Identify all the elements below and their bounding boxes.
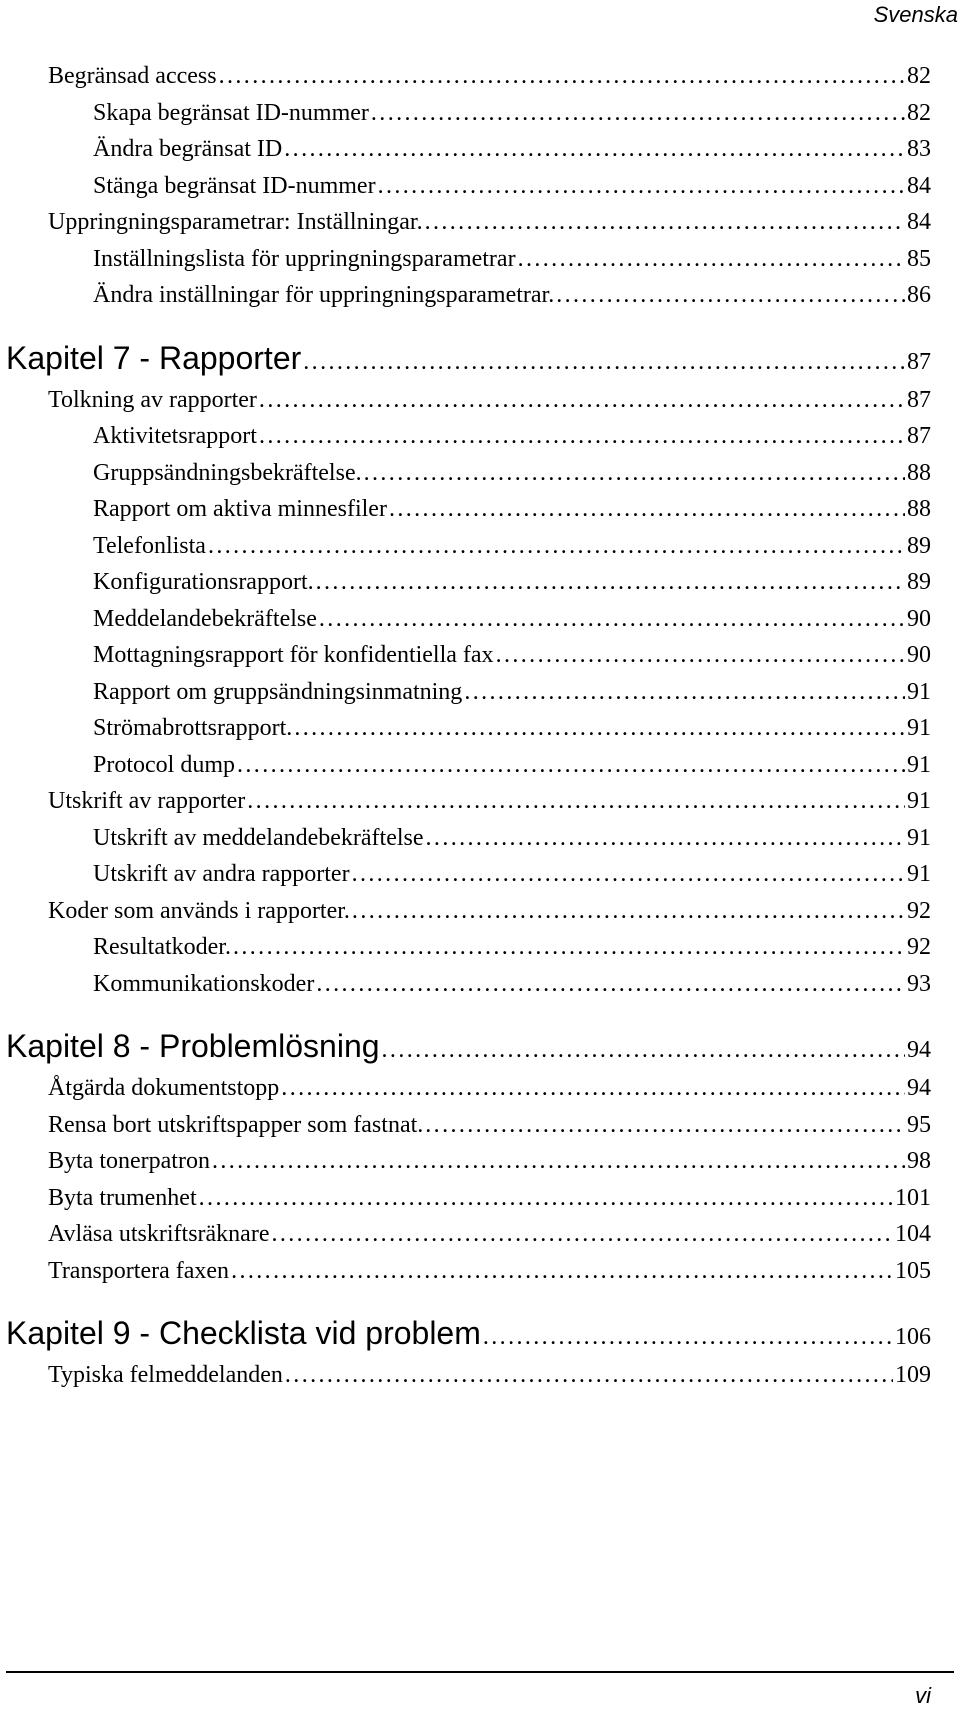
- toc-dot-leader: [303, 338, 905, 386]
- toc-dot-leader: [426, 820, 905, 857]
- toc-entry-page-number: 88: [907, 496, 931, 522]
- toc-entry[interactable]: [0, 277, 931, 314]
- toc-entry[interactable]: [0, 747, 931, 784]
- toc-entry-label: Tolkning av rapporter: [48, 386, 257, 413]
- toc-dot-leader: [316, 966, 905, 1003]
- toc-entry[interactable]: [0, 131, 931, 168]
- toc-dot-leader: [247, 783, 905, 820]
- toc-entry[interactable]: [0, 95, 931, 132]
- toc-entry-page-number: 91: [907, 715, 931, 741]
- toc-entry-page-number: 86: [907, 282, 931, 308]
- toc-dot-leader: [425, 204, 905, 241]
- toc-dot-leader: [219, 58, 905, 95]
- toc-entry[interactable]: [0, 1180, 931, 1217]
- toc-entry-label: Utskrift av andra rapporter: [93, 861, 350, 887]
- toc-entry-label: Kapitel 7 - Rapporter: [6, 339, 302, 376]
- toc-entry-page-number: 92: [907, 897, 931, 924]
- table-of-contents: [0, 58, 931, 1394]
- toc-entry[interactable]: [0, 58, 931, 95]
- toc-entry-page-number: 94: [907, 1037, 931, 1063]
- running-header-language: Svenska: [873, 2, 958, 27]
- footer-page-number: vi: [915, 1683, 931, 1708]
- toc-dot-leader: [464, 674, 905, 711]
- toc-entry-label: Aktivitetsrapport: [93, 423, 257, 449]
- toc-entry-label: Resultatkoder.: [93, 934, 231, 960]
- toc-entry-label: Byta trumenhet: [48, 1184, 197, 1211]
- toc-entry-label: Kapitel 9 - Checklista vid problem: [6, 1315, 481, 1351]
- toc-entry[interactable]: [0, 1070, 931, 1107]
- toc-entry-page-number: 82: [907, 99, 931, 126]
- toc-entry[interactable]: [0, 783, 931, 820]
- toc-dot-leader: [231, 1253, 893, 1290]
- toc-entry[interactable]: [0, 564, 931, 601]
- toc-dot-leader: [281, 1070, 905, 1107]
- toc-entry-page-number: 90: [907, 642, 931, 668]
- toc-entry[interactable]: [0, 1357, 931, 1394]
- toc-entry-label: Meddelandebekräftelse: [93, 605, 317, 632]
- toc-dot-leader: [518, 241, 905, 278]
- toc-entry-page-number: 109: [895, 1362, 931, 1388]
- toc-entry-label: Kommunikationskoder: [93, 970, 315, 997]
- toc-entry-label: Stänga begränsat ID-nummer: [93, 172, 376, 199]
- toc-entry-label: Protocol dump: [93, 751, 235, 778]
- toc-entry[interactable]: [0, 491, 931, 528]
- toc-dot-leader: [352, 856, 905, 893]
- toc-entry[interactable]: [0, 856, 931, 893]
- toc-entry[interactable]: [0, 1107, 931, 1144]
- toc-entry[interactable]: [0, 382, 931, 419]
- toc-entry-page-number: 84: [907, 172, 931, 199]
- toc-entry-label: Transportera faxen: [48, 1257, 230, 1284]
- toc-entry-page-number: 101: [895, 1184, 931, 1211]
- toc-entry[interactable]: [0, 1216, 931, 1253]
- toc-dot-leader: [259, 382, 905, 419]
- toc-entry-label: Begränsad access: [48, 63, 217, 89]
- toc-chapter-entry[interactable]: [0, 1022, 931, 1070]
- toc-dot-leader: [483, 1313, 893, 1361]
- toc-dot-leader: [378, 168, 905, 205]
- toc-dot-leader: [425, 1107, 905, 1144]
- toc-entry[interactable]: [0, 418, 931, 455]
- toc-entry-label: Typiska felmeddelanden: [48, 1362, 283, 1388]
- toc-entry-label: Koder som används i rapporter.: [48, 897, 350, 924]
- toc-dot-leader: [212, 1143, 905, 1180]
- toc-entry-page-number: 91: [907, 861, 931, 887]
- toc-entry-page-number: 105: [895, 1257, 931, 1284]
- toc-entry[interactable]: [0, 528, 931, 565]
- toc-dot-leader: [352, 893, 905, 930]
- toc-entry-page-number: 91: [907, 788, 931, 814]
- toc-entry-page-number: 90: [907, 605, 931, 632]
- toc-dot-leader: [496, 637, 905, 674]
- toc-chapter-entry[interactable]: [0, 1309, 931, 1357]
- toc-entry-label: Avläsa utskriftsräknare: [48, 1221, 270, 1247]
- toc-entry-page-number: 106: [895, 1324, 931, 1350]
- toc-dot-leader: [556, 277, 905, 314]
- toc-entry-page-number: 91: [907, 678, 931, 705]
- toc-entry-page-number: 92: [907, 934, 931, 960]
- toc-entry-page-number: 82: [907, 63, 931, 89]
- toc-dot-leader: [237, 747, 905, 784]
- toc-entry-label: Mottagningsrapport för konfidentiella fax: [93, 642, 494, 668]
- toc-entry-label: Rensa bort utskriftspapper som fastnat.: [48, 1111, 424, 1138]
- toc-entry-label: Strömabrottsrapport.: [93, 715, 293, 741]
- toc-entry-page-number: 89: [907, 569, 931, 595]
- toc-entry[interactable]: [0, 601, 931, 638]
- toc-dot-leader: [284, 131, 905, 168]
- toc-entry-label: Utskrift av rapporter: [48, 788, 246, 814]
- toc-entry[interactable]: [0, 929, 931, 966]
- toc-entry-label: Ändra inställningar för uppringningsparametrar.: [93, 282, 555, 308]
- toc-entry-label: Ändra begränsat ID: [93, 136, 283, 162]
- toc-entry-page-number: 87: [907, 348, 931, 375]
- toc-entry[interactable]: [0, 455, 931, 492]
- toc-chapter-entry[interactable]: [0, 334, 931, 382]
- toc-dot-leader: [389, 491, 905, 528]
- toc-entry-page-number: 93: [907, 970, 931, 997]
- toc-entry-page-number: 88: [907, 459, 931, 486]
- toc-entry-label: Gruppsändningsbekräftelse.: [93, 459, 362, 486]
- toc-entry-page-number: 85: [907, 245, 931, 272]
- toc-entry-page-number: 95: [907, 1111, 931, 1138]
- toc-dot-leader: [285, 1357, 893, 1394]
- toc-entry-page-number: 91: [907, 824, 931, 851]
- toc-entry-label: Utskrift av meddelandebekräftelse: [93, 824, 424, 851]
- toc-entry-page-number: 89: [907, 532, 931, 559]
- toc-dot-leader: [259, 418, 905, 455]
- toc-entry[interactable]: [0, 966, 931, 1003]
- toc-entry-label: Kapitel 8 - Problemlösning: [6, 1028, 380, 1064]
- toc-entry-label: Skapa begränsat ID-nummer: [93, 99, 369, 126]
- toc-entry-page-number: 98: [907, 1148, 931, 1174]
- toc-entry-label: Inställningslista för uppringningsparametrar: [93, 245, 516, 272]
- toc-dot-leader: [319, 601, 905, 638]
- toc-dot-leader: [371, 95, 905, 132]
- toc-entry[interactable]: [0, 710, 931, 747]
- toc-entry-label: Rapport om aktiva minnesfiler: [93, 496, 387, 522]
- toc-entry-label: Uppringningsparametrar: Inställningar.: [48, 209, 423, 235]
- toc-entry[interactable]: [0, 820, 931, 857]
- toc-entry-page-number: 87: [907, 423, 931, 449]
- toc-entry[interactable]: [0, 674, 931, 711]
- toc-entry-page-number: 84: [907, 209, 931, 235]
- toc-dot-leader: [199, 1180, 893, 1217]
- toc-entry[interactable]: [0, 1253, 931, 1290]
- toc-entry-page-number: 104: [895, 1221, 931, 1247]
- toc-entry-label: Byta tonerpatron: [48, 1148, 210, 1174]
- toc-entry-page-number: 94: [907, 1075, 931, 1101]
- toc-dot-leader: [382, 1026, 905, 1074]
- toc-dot-leader: [208, 528, 905, 565]
- toc-dot-leader: [233, 929, 905, 966]
- toc-dot-leader: [316, 564, 905, 601]
- toc-entry-label: Telefonlista: [93, 532, 206, 559]
- toc-entry-label: Åtgärda dokumentstopp: [48, 1075, 280, 1101]
- toc-entry[interactable]: [0, 204, 931, 241]
- toc-entry-page-number: 91: [907, 751, 931, 778]
- toc-dot-leader: [294, 710, 905, 747]
- toc-entry[interactable]: [0, 637, 931, 674]
- toc-entry-label: Konfigurationsrapport.: [93, 569, 314, 595]
- toc-entry[interactable]: [0, 1143, 931, 1180]
- toc-dot-leader: [271, 1216, 893, 1253]
- toc-entry[interactable]: [0, 241, 931, 278]
- toc-dot-leader: [364, 455, 905, 492]
- toc-entry-label: Rapport om gruppsändningsinmatning: [93, 678, 463, 705]
- toc-entry-page-number: 83: [907, 136, 931, 162]
- toc-entry-page-number: 87: [907, 386, 931, 413]
- footer-rule: [6, 1671, 954, 1673]
- toc-entry[interactable]: [0, 893, 931, 930]
- toc-entry[interactable]: [0, 168, 931, 205]
